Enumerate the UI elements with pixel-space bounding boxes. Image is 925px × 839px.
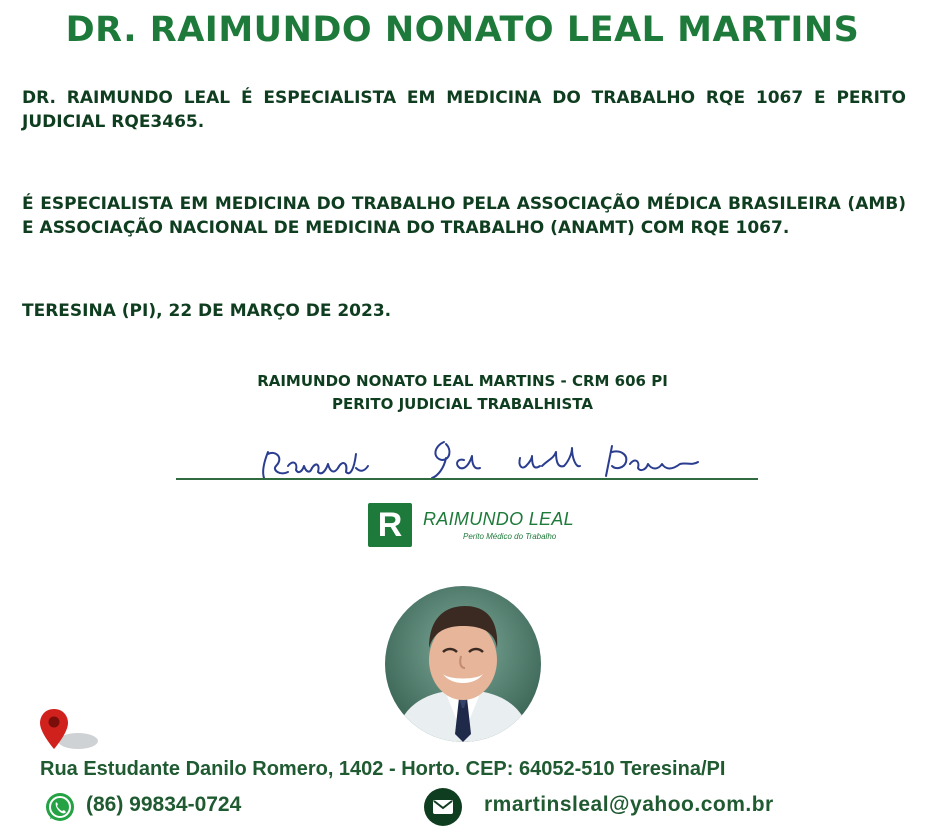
signer-role: PERITO JUDICIAL TRABALHISTA bbox=[332, 395, 593, 413]
signer-name: RAIMUNDO NONATO LEAL MARTINS - CRM 606 PI bbox=[257, 372, 668, 390]
specialty-paragraph: DR. RAIMUNDO LEAL É ESPECIALISTA EM MEDICINA DO TRABALHO RQE 1067 E PERITO JUDICIAL RQE3465. bbox=[22, 88, 906, 132]
logo-mark-letter: R bbox=[377, 506, 403, 544]
logo-mark-icon bbox=[368, 503, 412, 547]
email-icon bbox=[424, 788, 462, 826]
whatsapp-icon bbox=[44, 791, 76, 823]
brand-logo bbox=[368, 503, 588, 549]
signature-line bbox=[176, 478, 758, 480]
handwritten-signature bbox=[176, 432, 758, 484]
location-pin-icon bbox=[40, 707, 100, 753]
email-address[interactable]: rmartinsleal@yahoo.com.br bbox=[484, 793, 774, 816]
logo-name: RAIMUNDO LEAL bbox=[423, 509, 574, 529]
page-title: DR. RAIMUNDO NONATO LEAL MARTINS bbox=[65, 10, 860, 50]
logo-subtitle: Perito Médico do Trabalho bbox=[463, 532, 557, 541]
association-paragraph: É ESPECIALISTA EM MEDICINA DO TRABALHO PELA ASSOCIAÇÃO MÉDICA BRASILEIRA (AMB) E ASSOCIAÇÃO NACIONAL DE MEDICINA DO TRABALHO (ANAMT) COM RQE 1067. bbox=[22, 194, 906, 238]
doctor-portrait bbox=[385, 586, 541, 742]
place-date: TERESINA (PI), 22 DE MARÇO DE 2023. bbox=[22, 301, 392, 321]
address-text: Rua Estudante Danilo Romero, 1402 - Horto. CEP: 64052-510 Teresina/PI bbox=[40, 758, 726, 780]
phone-number[interactable]: (86) 99834-0724 bbox=[86, 793, 242, 816]
signer-block bbox=[0, 370, 925, 416]
